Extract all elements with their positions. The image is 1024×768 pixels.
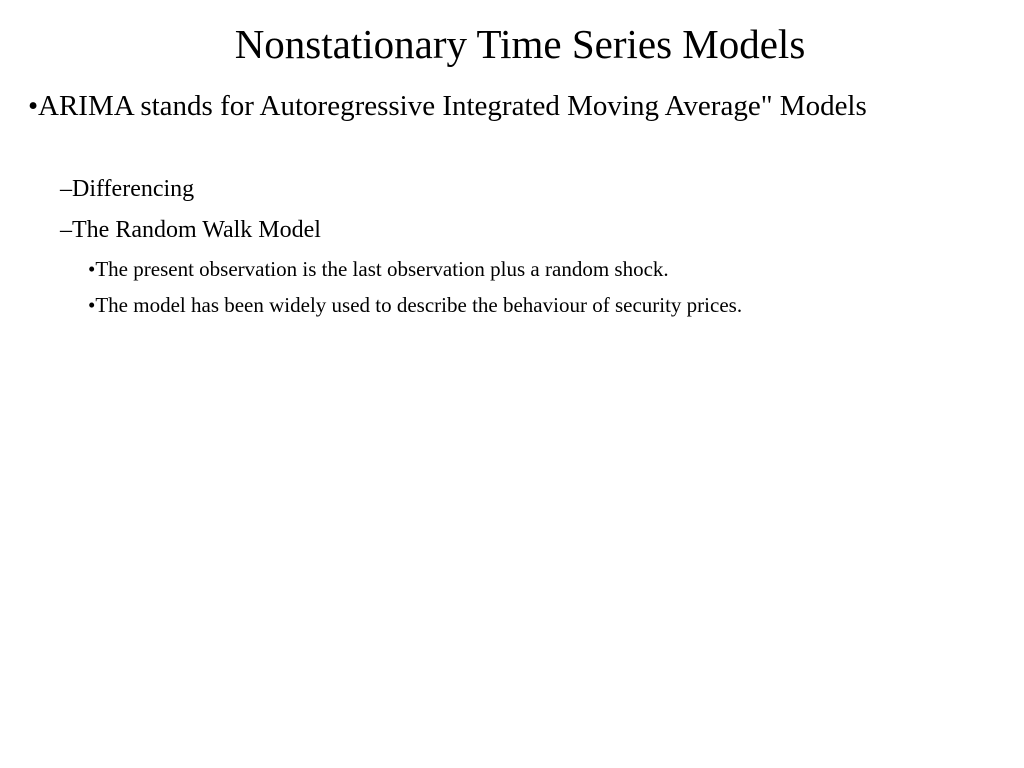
bullet-text: ARIMA stands for Autoregressive Integrated Moving Average" Models: [38, 90, 867, 122]
subsubitem-present-observation: [88, 256, 669, 282]
subsubitem-text: The present observation is the last observation plus a random shock.: [95, 257, 669, 281]
dash-marker: –: [60, 176, 72, 202]
subsubitem-security-prices: [88, 292, 742, 318]
subsubitem-text: The model has been widely used to describe the behaviour of security prices.: [95, 293, 743, 317]
subitem-differencing: [60, 174, 194, 204]
bullet-marker: •: [88, 257, 96, 281]
subitem-text: The Random Walk Model: [72, 217, 321, 243]
bullet-marker: •: [28, 90, 39, 122]
bullet-marker: •: [88, 293, 96, 317]
subitem-random-walk: [60, 215, 321, 245]
dash-marker: –: [60, 217, 72, 243]
subitem-text: Differencing: [72, 176, 195, 202]
slide-title: Nonstationary Time Series Models: [234, 21, 806, 67]
bullet-arima: [28, 86, 988, 126]
